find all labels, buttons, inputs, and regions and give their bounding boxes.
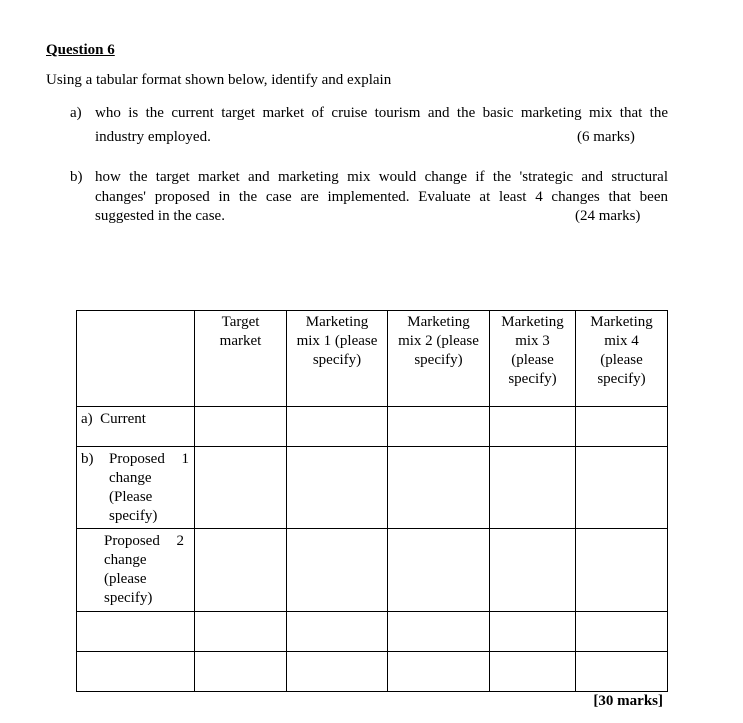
table-cell[interactable]: [388, 529, 490, 612]
answer-table: [76, 310, 668, 692]
table-cell[interactable]: [77, 612, 195, 652]
table-cell[interactable]: [576, 612, 668, 652]
table-cell[interactable]: [576, 447, 668, 529]
table-cell[interactable]: [195, 447, 287, 529]
table-row: [77, 529, 668, 612]
question-intro: Using a tabular format shown below, identify and explain: [46, 72, 392, 88]
table-row: [77, 652, 668, 692]
part-b-line3: suggested in the case.: [95, 208, 225, 224]
table-cell[interactable]: [195, 652, 287, 692]
table-cell[interactable]: [490, 529, 576, 612]
part-b-line2: changes' proposed in the case are implemented. Evaluate at least 4 changes that been: [95, 189, 668, 205]
table-cell[interactable]: [490, 407, 576, 447]
table-cell[interactable]: [287, 652, 388, 692]
part-a-line1: who is the current target market of cruise tourism and the basic marketing mix that the: [95, 105, 668, 121]
table-cell[interactable]: [576, 529, 668, 612]
table-cell[interactable]: [195, 612, 287, 652]
part-a-label: a): [70, 105, 82, 121]
part-a-line2: industry employed.: [95, 129, 211, 145]
header-marketing-mix-2: Marketing mix 2 (please specify): [388, 311, 490, 407]
table-cell[interactable]: [576, 407, 668, 447]
table-cell[interactable]: [287, 447, 388, 529]
table-cell[interactable]: [195, 407, 287, 447]
table-cell[interactable]: [287, 612, 388, 652]
header-marketing-mix-1: Marketing mix 1 (please specify): [287, 311, 388, 407]
header-empty-cell: [77, 311, 195, 407]
header-marketing-mix-3: Marketing mix 3 (please specify): [490, 311, 576, 407]
header-marketing-mix-4: Marketing mix 4 (please specify): [576, 311, 668, 407]
table-cell[interactable]: [287, 529, 388, 612]
table-cell[interactable]: [388, 407, 490, 447]
table-cell[interactable]: [388, 652, 490, 692]
table-row: [77, 612, 668, 652]
part-b-label: b): [70, 169, 83, 185]
question-title: Question 6: [46, 42, 115, 58]
row-label-proposed-1: b) Proposed 1 change (Please specify): [77, 447, 195, 529]
table-cell[interactable]: [388, 612, 490, 652]
part-a-marks: (6 marks): [577, 129, 635, 145]
table-cell[interactable]: [77, 652, 195, 692]
table-row: [77, 407, 668, 447]
table-cell[interactable]: [287, 407, 388, 447]
table-cell[interactable]: [195, 529, 287, 612]
part-b-marks: (24 marks): [575, 208, 641, 224]
header-target-market: Target market: [195, 311, 287, 407]
table-cell[interactable]: [490, 447, 576, 529]
table-cell[interactable]: [490, 652, 576, 692]
row-label-proposed-2: Proposed 2 change (please specify): [77, 529, 195, 612]
part-b-line1: how the target market and marketing mix would change if the 'strategic and structural: [95, 169, 668, 185]
table-row: [77, 447, 668, 529]
table-cell[interactable]: [490, 612, 576, 652]
row-label-current: a) Current: [77, 407, 195, 447]
table-cell[interactable]: [576, 652, 668, 692]
total-marks: [30 marks]: [593, 693, 663, 709]
table-cell[interactable]: [388, 447, 490, 529]
header-row: [77, 311, 668, 407]
